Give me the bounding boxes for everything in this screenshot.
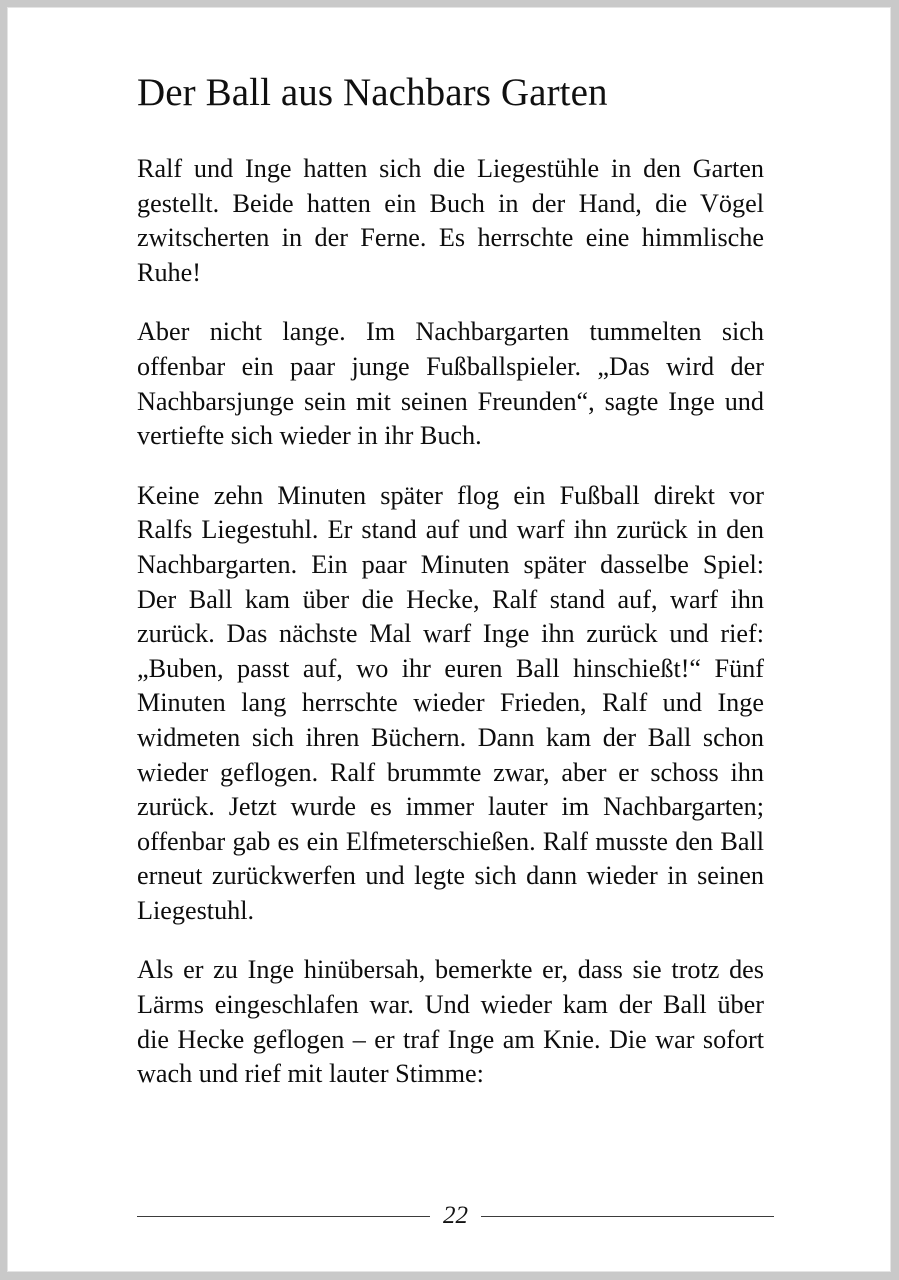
body-paragraph-4: Als er zu Inge hinübersah, bemerkte er, dass sie trotz des Lärms eingeschlafen war. Und wieder kam der Ball über die Hecke geflogen – er traf Inge am Knie. Die war sofort wach und rief mit lauter Stimme:	[137, 955, 764, 1089]
body-paragraph-1: Ralf und Inge hatten sich die Liegestühle in den Garten gestellt. Beide hatten ein Buch in der Hand, die Vögel zwitscherten in der Ferne. Es herrschte eine himmlische Ruhe!	[137, 154, 764, 287]
footer-rule-left	[137, 1216, 430, 1217]
body-paragraph-3: Keine zehn Minuten später flog ein Fußball direkt vor Ralfs Liegestuhl. Er stand auf und warf ihn zurück in den Nachbargarten. Ein paar Minuten später dasselbe Spiel: Der Ball kam über die Hecke, Ralf stand auf, warf ihn zurück. Das nächste Mal warf Inge ihn zurück und rief: „Buben, passt auf, wo ihr euren Ball hinschießt!“ Fünf Minuten lang herrschte wieder Frieden, Ralf und Inge widmeten sich ihren Büchern. Dann kam der Ball schon wieder geflogen. Ralf brummte zwar, aber er schoss ihn zurück. Jetzt wurde es immer lauter im Nachbargarten; offenbar gab es ein Elfmeterschießen. Ralf musste den Ball erneut zurückwerfen und legte sich dann wieder in seinen Liegestuhl.	[137, 480, 764, 925]
page-sheet	[7, 7, 891, 1272]
page-footer	[137, 1203, 774, 1230]
page-number: 22	[443, 1202, 468, 1229]
footer-rule-right	[481, 1216, 774, 1217]
body-paragraph-2: Aber nicht lange. Im Nachbargarten tummelten sich offenbar ein paar junge Fußballspieler. „Das wird der Nachbarsjunge sein mit seinen Freunden“, sagte Inge und vertiefte sich wieder in ihr Buch.	[137, 317, 764, 451]
page-title: Der Ball aus Nachbars Garten	[137, 71, 608, 114]
content-column	[137, 70, 764, 1092]
